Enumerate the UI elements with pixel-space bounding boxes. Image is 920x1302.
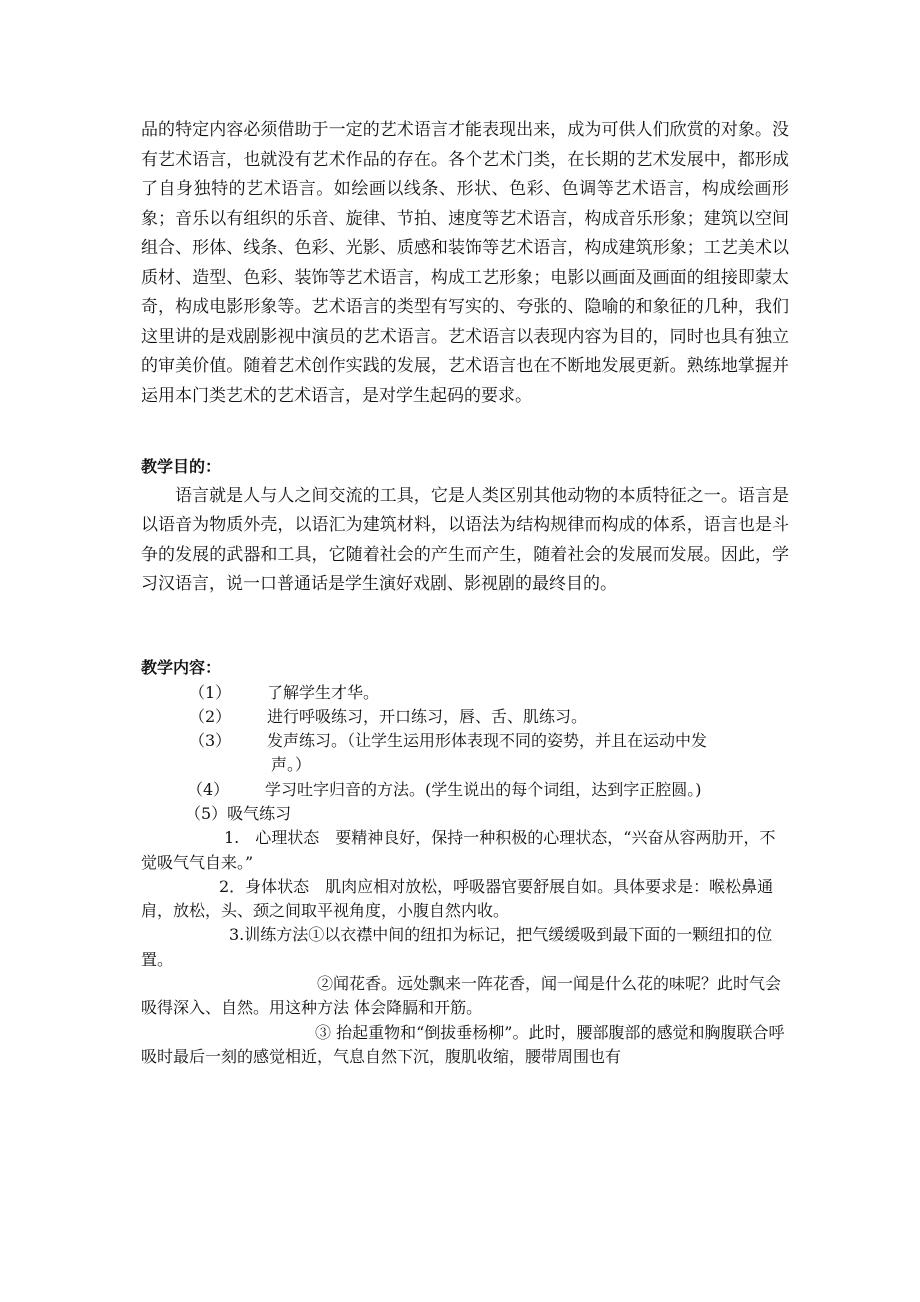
list-item (141, 729, 789, 778)
breathing-method-3: ③ 抬起重物和“倒拔垂杨柳”。此时，腰部腹部的感觉和胸腹联合呼吸时最后一刻的感觉相近，气息自然下沉，腹肌收缩，腰带周围也有 (141, 1022, 785, 1066)
list-item-number: （4） (187, 779, 230, 799)
list-item-text: 了解学生才华。 (267, 682, 380, 702)
list-item (141, 705, 789, 729)
list-item-text: （5）吸气练习 (185, 803, 292, 823)
list-item-text: 学习吐字归音的方法。(学生说出的每个词组，达到字正腔圆。) (265, 779, 702, 799)
list-item-text: 发声练习。（让学生运用形体表现不同的姿势，并且在运动中发 (267, 731, 708, 751)
breathing-mental-state: 1. 心理状态 要精神良好，保持一种积极的心理状态，“兴奋从容两肋开，不觉吸气气自来。” (141, 828, 776, 872)
objective-heading: 教学目的： (141, 457, 222, 476)
breathing-method-2: ②闻花香。远处飘来一阵花香，闻一闻是什么花的味呢？此时气会吸得深入、自然。用这种方法 体会降膈和开筋。 (141, 974, 782, 1018)
breathing-body-state: 2．身体状态 肌肉应相对放松，呼吸器官要舒展自如。具体要求是：喉松鼻通肩，放松，头、颈之间取平视角度，小腹自然内收。 (141, 876, 774, 921)
content-heading: 教学内容： (141, 657, 222, 677)
list-item (141, 681, 789, 705)
objective-paragraph: 语言就是人与人之间交流的工具，它是人类区别其他动物的本质特征之一。语言是以语音为物质外壳，以语汇为建筑材料，以语法为结构规律而构成的体系，语言也是斗争的发展的武器和工具，它随着社会的产生而产生，随着社会的发展而发展。因此，学习汉语言，说一口普通话是学生演好戏剧、影视剧的最终目的。 (141, 485, 789, 594)
list-item-number: （1） (189, 682, 232, 702)
list-item (141, 778, 789, 802)
list-item-text: 进行呼吸练习，开口练习，唇、舌、肌练习。 (267, 706, 588, 726)
content-list (141, 681, 789, 827)
list-item-number: （2） (189, 706, 232, 726)
list-item (141, 802, 789, 826)
list-item-continuation: 声。） (271, 755, 312, 775)
document-page (141, 116, 789, 1069)
list-item-number: （3） (189, 731, 232, 751)
intro-paragraph: 品的特定内容必须借助于一定的艺术语言才能表现出来，成为可供人们欣赏的对象。没有艺术语言，也就没有艺术作品的存在。各个艺术门类，在长期的艺术发展中，都形成了自身独特的艺术语言。如绘画以线条、形状、色彩、色调等艺术语言，构成绘画形象；音乐以有组织的乐音、旋律、节拍、速度等艺术语言，构成音乐形象；建筑以空间组合、形体、线条、色彩、光影、质感和装饰等艺术语言，构成建筑形象；工艺美术以质材、造型、色彩、装饰等艺术语言，构成工艺形象；电影以画面及画面的组接即蒙太奇，构成电影形象等。艺术语言的类型有写实的、夸张的、隐喻的和象征的几种，我们这里讲的是戏剧影视中演员的艺术语言。艺术语言以表现内容为目的，同时也具有独立的审美价值。随着艺术创作实践的发展，艺术语言也在不断地发展更新。熟练地掌握并运用本门类艺术的艺术语言，是对学生起码的要求。 (141, 120, 789, 406)
breathing-method-1: 3.训练方法①以衣襟中间的纽扣为标记，把气缓缓吸到最下面的一颗纽扣的位置。 (141, 925, 773, 969)
